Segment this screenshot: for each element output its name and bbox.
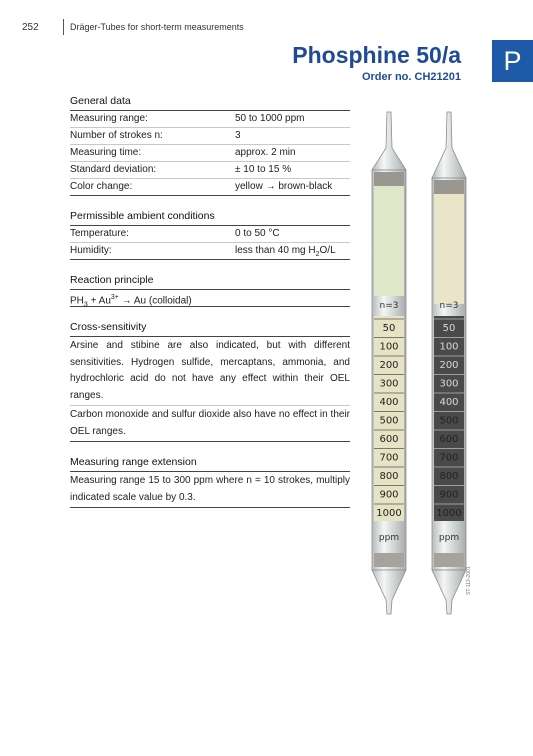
general-data-value: ± 10 to 15 % [235,164,292,175]
general-data-value: yellow → brown-black [235,181,333,192]
strokes-label: n=3 [439,301,459,311]
reagent-layer [434,194,464,304]
scale-label: 600 [379,434,399,445]
cross-sensitivity-heading: Cross-sensitivity [70,321,350,337]
scale-label: 100 [439,341,459,353]
tube-tip [432,112,466,178]
scale-label: 400 [439,397,459,408]
general-data-label: Measuring time: [70,147,142,158]
ambient-heading: Permissible ambient conditions [70,210,350,226]
general-data-label: Color change: [70,181,133,192]
strokes-label: n=3 [379,301,399,311]
order-number: Order no. CH21201 [361,71,461,83]
tube-used [426,108,472,623]
reaction-heading: Reaction principle [70,274,350,290]
scale-label: 700 [439,452,459,464]
scale-label: 1000 [376,508,402,519]
general-data-row [70,162,350,179]
tube-tip [372,112,406,170]
general-data-heading: General data [70,95,350,111]
cross-sensitivity-text-2: Carbon monoxide and sulfur dioxide also have no effect in their OEL ranges. [70,406,350,442]
tube-plug [374,553,404,567]
humidity-label: Humidity: [70,245,112,256]
page-separator [63,19,64,35]
cross-sensitivity-text-1: Arsine and stibine are also indicated, but with different sensitivities. Hydrogen sulfide, mercaptans, ammonia, and hydrochloric acid do not have any effect within their OEL ranges. [70,337,350,406]
scale-label: 600 [439,434,459,445]
general-data-table [70,111,350,196]
general-data-label: Number of strokes n: [70,130,163,141]
tube-plug [374,172,404,186]
page-number: 252 [22,22,39,33]
scale-label: 100 [379,341,399,353]
data-sheet [70,95,350,508]
running-header: Dräger-Tubes for short-term measurements [70,22,244,32]
general-data-value: 3 [235,130,241,141]
scale-label: 700 [379,452,399,464]
temperature-label: Temperature: [70,228,129,239]
general-data-label: Measuring range: [70,113,148,124]
general-data-row [70,111,350,128]
scale-label: 50 [442,323,456,334]
scale-label: 300 [439,378,459,390]
tube-plug [434,553,464,567]
general-data-row [70,179,350,196]
tube-tip [372,570,406,614]
index-tab[interactable]: P [492,40,533,82]
tube-tip [432,570,466,614]
scale-label: 800 [439,471,459,482]
tube-unused [366,108,412,623]
general-data-value: 50 to 1000 ppm [235,113,305,124]
page-title: Phosphine 50/a [292,42,461,68]
scale-label: 800 [379,471,399,482]
scale-label: 50 [382,323,396,334]
extension-text: Measuring range 15 to 300 ppm where n = 10 strokes, multiply indicated scale value by 0.3. [70,472,350,508]
scale-label: 500 [439,415,459,427]
reagent-layer [374,186,404,296]
general-data-label: Standard deviation: [70,164,157,175]
reaction-equation: $PH_3 + Au^{3+} \to Au$ (colloidal) [70,290,350,307]
extension-heading: Measuring range extension [70,456,350,472]
scale-label: 300 [379,378,399,390]
general-data-value: approx. 2 min [235,147,296,158]
unit-label: ppm [378,533,400,543]
general-data-row [70,128,350,145]
temperature-value: 0 to 50 °C [235,228,280,239]
scale-label: 500 [379,415,399,427]
scale-label: 200 [379,360,399,371]
scale-label: 200 [439,360,459,371]
general-data-row [70,145,350,162]
unit-label: ppm [438,533,460,543]
scale-label: 900 [439,489,459,501]
scale-label: 1000 [436,508,462,519]
humidity-value: less than 40 mg $H_2O/L$ [235,245,336,258]
photo-code: ST-113-2001 [466,566,472,595]
scale-label: 900 [379,489,399,501]
tube-plug [434,180,464,194]
humidity-row [70,243,350,260]
scale-label: 400 [379,397,399,408]
temperature-row [70,226,350,243]
